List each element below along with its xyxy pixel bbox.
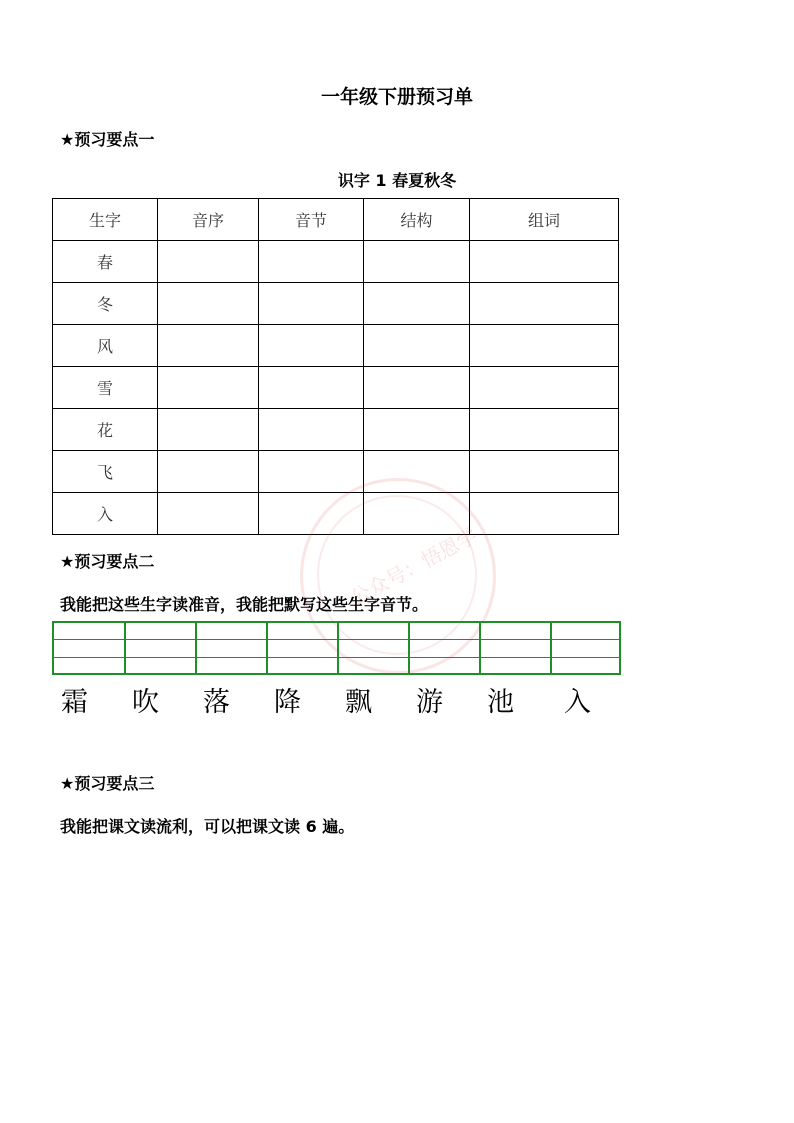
input-cell[interactable]: [158, 325, 259, 367]
target-character: 飘: [345, 687, 372, 718]
header-cell: 音序: [158, 199, 259, 241]
input-cell[interactable]: [470, 325, 619, 367]
grid-divider: [266, 623, 268, 673]
table-row: [53, 451, 619, 493]
table-row: [53, 283, 619, 325]
input-cell[interactable]: [158, 367, 259, 409]
input-cell[interactable]: [259, 451, 364, 493]
grid-divider: [408, 623, 410, 673]
target-character: 池: [487, 687, 514, 718]
section3-instruction: 我能把课文读流利，可以把课文读 6 遍。: [60, 817, 355, 836]
section2-instruction: 我能把这些生字读准音，我能把默写这些生字音节。: [60, 595, 429, 614]
header-cell: 音节: [259, 199, 364, 241]
grid-divider: [195, 623, 197, 673]
table-row: [53, 409, 619, 451]
target-character: 降: [274, 687, 301, 718]
input-cell[interactable]: [470, 241, 619, 283]
character-cell: 飞: [53, 451, 158, 493]
input-cell[interactable]: [259, 241, 364, 283]
header-cell: 组词: [470, 199, 619, 241]
section2-heading: ★预习要点二: [60, 552, 155, 571]
input-cell[interactable]: [158, 241, 259, 283]
lesson-title: 识字 1 春夏秋冬: [337, 171, 457, 190]
table-row: [53, 241, 619, 283]
input-cell[interactable]: [364, 409, 470, 451]
character-cell: 雪: [53, 367, 158, 409]
pinyin-writing-grid[interactable]: [52, 621, 621, 675]
section1-heading: ★预习要点一: [60, 130, 155, 149]
input-cell[interactable]: [259, 367, 364, 409]
character-cell: 冬: [53, 283, 158, 325]
target-character: 入: [564, 687, 591, 718]
grid-divider: [337, 623, 339, 673]
input-cell[interactable]: [158, 493, 259, 535]
input-cell[interactable]: [259, 325, 364, 367]
character-cell: 花: [53, 409, 158, 451]
input-cell[interactable]: [470, 451, 619, 493]
page-title: 一年级下册预习单: [320, 86, 473, 108]
character-table: [52, 198, 619, 535]
input-cell[interactable]: [364, 325, 470, 367]
input-cell[interactable]: [259, 409, 364, 451]
input-cell[interactable]: [158, 283, 259, 325]
header-cell: 生字: [53, 199, 158, 241]
table-row: [53, 325, 619, 367]
target-character: 吹: [132, 687, 159, 718]
input-cell[interactable]: [364, 367, 470, 409]
target-character: 霜: [61, 687, 88, 718]
input-cell[interactable]: [470, 493, 619, 535]
watermark-text: 公众号：悟恩学: [346, 523, 482, 611]
input-cell[interactable]: [364, 283, 470, 325]
input-cell[interactable]: [158, 409, 259, 451]
character-cell: 春: [53, 241, 158, 283]
header-cell: 结构: [364, 199, 470, 241]
input-cell[interactable]: [470, 409, 619, 451]
input-cell[interactable]: [364, 241, 470, 283]
input-cell[interactable]: [470, 283, 619, 325]
input-cell[interactable]: [158, 451, 259, 493]
section3-heading: ★预习要点三: [60, 774, 155, 793]
table-header-row: [53, 199, 619, 241]
input-cell[interactable]: [259, 283, 364, 325]
character-row: [52, 680, 621, 720]
table-row: [53, 367, 619, 409]
grid-divider: [124, 623, 126, 673]
character-cell: 风: [53, 325, 158, 367]
target-character: 游: [416, 687, 443, 718]
character-cell: 入: [53, 493, 158, 535]
grid-divider: [550, 623, 552, 673]
input-cell[interactable]: [470, 367, 619, 409]
target-character: 落: [203, 687, 230, 718]
grid-divider: [479, 623, 481, 673]
